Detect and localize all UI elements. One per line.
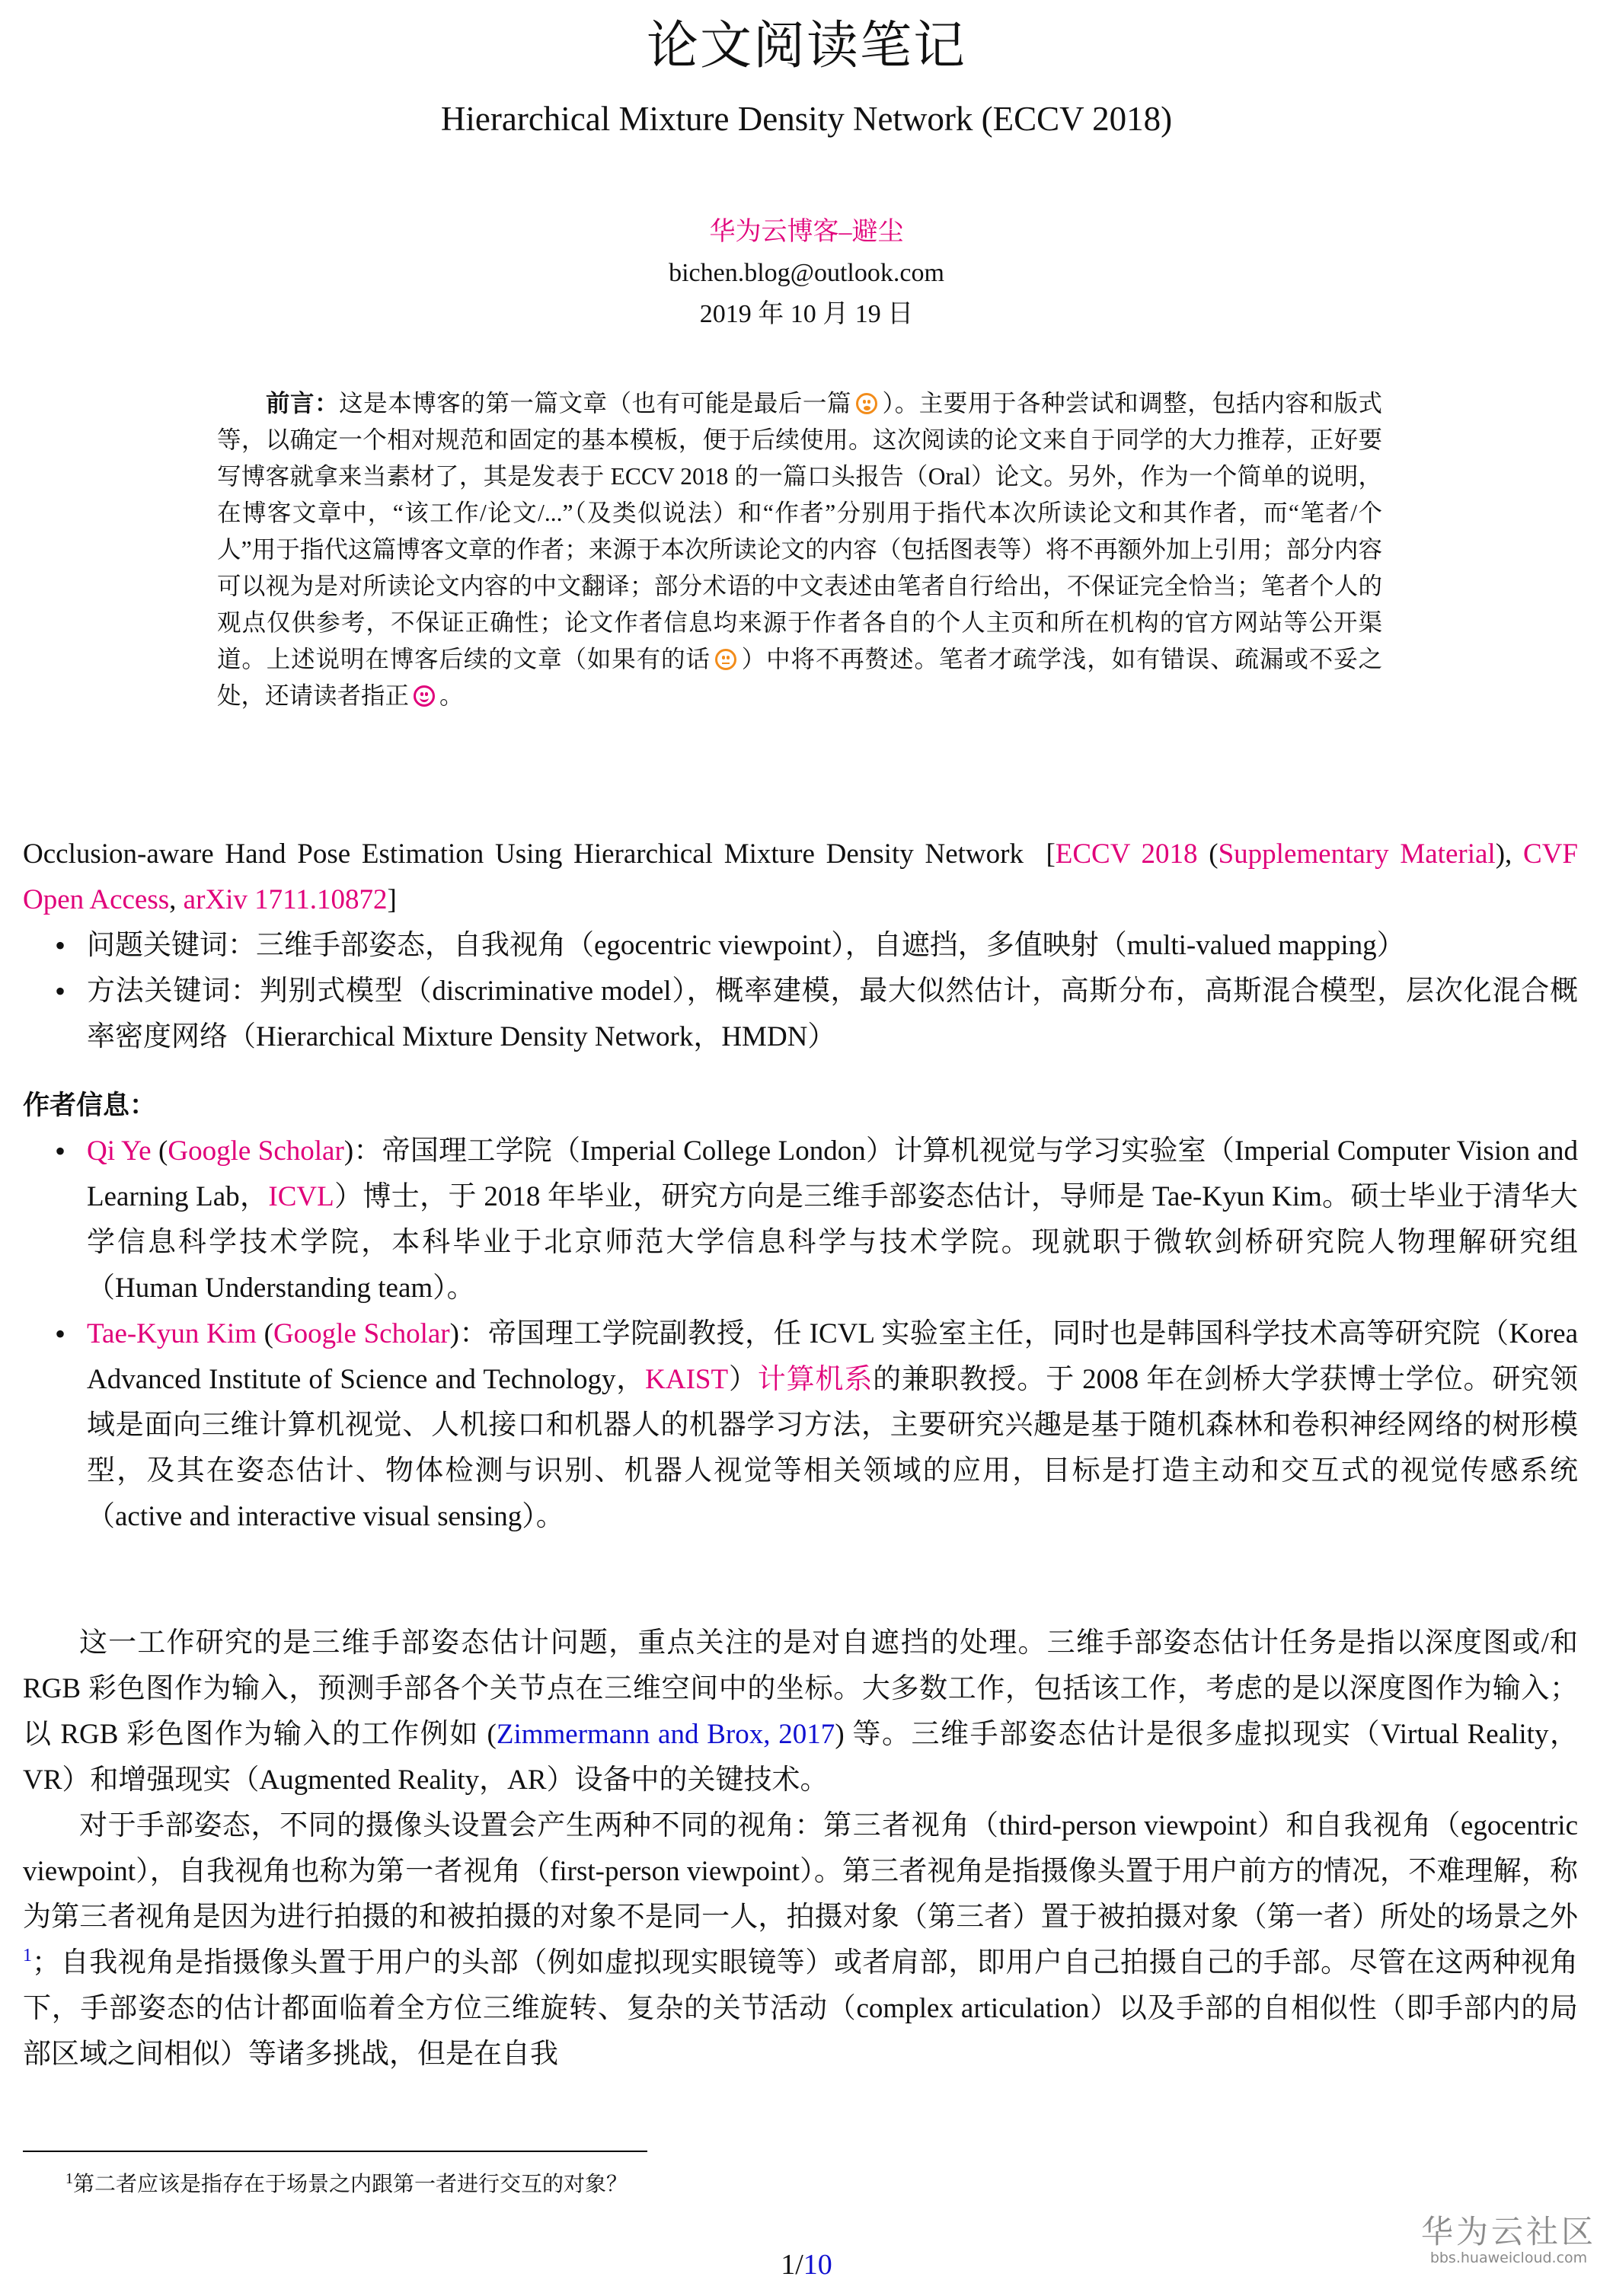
paragraph xyxy=(23,1803,1578,2077)
keyword-text: 判别式模型（discriminative model），概率建模，最大似然估计，高斯分布，高斯混合模型，层次化混合概率密度网络（Hierarchical Mixture Density Network，HMDN） xyxy=(87,976,1578,1052)
keyword-label: 问题关键词： xyxy=(87,930,256,961)
text: （first-person viewpoint）。第三者视角是指摄像头置于用户前方的情况，不难理解，称为第三者视角是因为进行拍摄的和被拍摄的对象不是同一人，拍摄对象（第三者）置于被拍摄对象（第一者）所处的场景之外 xyxy=(23,1856,1579,1933)
neutral-face-icon xyxy=(715,649,736,670)
list-item xyxy=(23,969,1578,1060)
text: 这一工作研究的是 xyxy=(79,1627,312,1659)
page-number xyxy=(0,2248,1613,2282)
author-list xyxy=(23,1129,1578,1540)
kaist-link[interactable]: KAIST xyxy=(645,1364,729,1395)
eccv-link[interactable]: ECCV 2018 xyxy=(1055,838,1198,870)
paper-title: Occlusion-aware Hand Pose Estimation Using Hierarchical Mixture Density Network xyxy=(23,838,1024,870)
text: （third-person viewpoint）和 xyxy=(970,1810,1315,1841)
author-name-link[interactable]: Tae-Kyun Kim xyxy=(87,1318,257,1349)
text: （egocentric viewpoint），自我视角也称为 xyxy=(23,1810,1579,1887)
list-item xyxy=(23,923,1578,969)
preface-text-2: ）。主要用于各种尝试和调整，包括内容和版式等，以确定一个相对规范和固定的基本模板，便于后续使用。这次阅读的论文来自于同学的大力推荐，正好要写博客就拿来当素材了，其是发表于 ECCV 2018 的一篇口头报告（Oral）论文。另外，作为一个简单的说明，在博客文章中，“该工作/论文/...”（及类似说法）和“作者”分别用于指代本次所读论文和其作者，而“笔者/个人”用于指代这篇博客文章的作者；来源于本次所读论文的内容（包括图表等）将不再额外加上引用；部分内容可以视为是对所读论文内容的中文翻译；部分术语的中文表述由笔者自行给出，不保证完全恰当；笔者个人的观点仅供参考，不保证正确性；论文作者信息均来源于作者各自的个人主页和所在机构的官方网站等公开渠道。上述说明在博客后续的文章（如果有的话 xyxy=(217,390,1382,672)
citation-link[interactable]: Zimmermann and Brox, 2017 xyxy=(496,1719,835,1750)
google-scholar-link[interactable]: Google Scholar xyxy=(273,1318,450,1349)
page-title: 论文阅读笔记 xyxy=(646,17,966,75)
list-item: • Qi Ye (Google Scholar)：帝国理工学院（Imperial College London）计算机视觉与学习实验室（Imperial Computer Vision and Learning Lab，ICVL）博士，于 2018 年毕业，研究方向是三维手部姿态估计，导师是 Tae-Kyun Kim。硕士毕业于清华大学信息科学技术学院，本科毕业于北京师范大学信息科学与技术学院。现就职于微软剑桥研究院人物理解研究组（Human Understanding team）。 xyxy=(23,1129,1578,1311)
paper-subtitle: Hierarchical Mixture Density Network (ECCV 2018) xyxy=(440,100,1173,138)
author-desc: ）博士，于 2018 年毕业，研究方向是三维手部姿态估计，导师是 Tae-Kyun Kim。硕士毕业于清华大学信息科学技术学院，本科毕业于北京师范大学信息科学与技术学院。现就职于微软剑桥研究院人物理解研究组（Human Understanding team）。 xyxy=(87,1181,1578,1304)
author-desc: ：帝国理工学院副教授，任 ICVL 实验室主任，同时也是韩国科学技术高等研究院（Korea Advanced Institute of Science and Technology， xyxy=(87,1318,1578,1395)
preface xyxy=(217,385,1382,714)
text: 的处理。三维手部姿态估计任务是指以深度图或/和 RGB 彩色图作为输入，预测手部各个关节点在三维空间中的坐标。大多数工作，包括该工作，考虑的是以深度图作为输入；以 RGB 彩色图作为输入的工作例如 ( xyxy=(23,1627,1579,1750)
emphasis: 自遮挡 xyxy=(841,1627,931,1659)
google-scholar-link[interactable]: Google Scholar xyxy=(168,1135,344,1167)
footnote xyxy=(65,2167,628,2198)
watermark xyxy=(1421,2215,1596,2266)
icvl-link[interactable]: ICVL xyxy=(268,1181,334,1212)
preface-label: 前言： xyxy=(266,390,340,417)
footnote-number: 1 xyxy=(65,2170,73,2187)
arxiv-link[interactable]: arXiv 1711.10872 xyxy=(183,884,388,915)
author-desc: ：帝国理工学院（Imperial College London）计算机视觉与学习实验室（Imperial Computer Vision and Learning Lab， xyxy=(87,1135,1578,1212)
emphasis: 三维手部姿态估计 xyxy=(311,1627,551,1659)
author-email: bichen.blog@outlook.com xyxy=(669,259,944,287)
author-desc: 的兼职教授。于 2008 年在剑桥大学获博士学位。研究领域是面向三维计算机视觉、人机接口和机器人的机器学习方法，主要研究兴趣是基于随机森林和卷积神经网络的树形模型，及其在姿态估计、物体检测与识别、机器人视觉等相关领域的应用，目标是打造主动和交互式的视觉传感系统（active and interactive visual sensing）。 xyxy=(87,1364,1579,1532)
page-total-link[interactable]: 10 xyxy=(803,2249,832,2281)
emphasis: 第三者视角 xyxy=(823,1810,971,1841)
text: 对于手部姿态，不同的摄像头设置会产生两种不同的视角： xyxy=(79,1810,824,1841)
preface-text-1: 这是本博客的第一篇文章（也有可能是最后一篇 xyxy=(339,390,851,417)
preface-text-3: ）中将不再赘述。笔者才疏学浅，如有错误、疏漏或不妥之处，还请读者指正 xyxy=(217,646,1382,709)
footnote-marker-link[interactable]: 1 xyxy=(23,1946,32,1965)
footnote-text: 第二者应该是指存在于场景之内跟第一者进行交互的对象？ xyxy=(73,2173,628,2196)
cvf-open-access-link[interactable]: CVF Open Access xyxy=(23,838,1578,915)
text: 问题，重点关注的是对 xyxy=(550,1627,842,1659)
page-current: 1 xyxy=(781,2249,796,2281)
author-name-link[interactable]: Qi Ye xyxy=(87,1135,152,1167)
watermark-brand: 华为云社区 xyxy=(1421,2213,1597,2250)
surprised-face-icon xyxy=(856,393,877,414)
author-block xyxy=(0,212,1613,335)
footnote-divider xyxy=(23,2151,647,2152)
page-separator: / xyxy=(795,2249,803,2281)
blog-name-link[interactable]: 华为云博客–避尘 xyxy=(709,218,904,246)
smiley-face-icon xyxy=(414,685,435,707)
preface-text-4: 。 xyxy=(439,682,464,709)
supplementary-link[interactable]: Supplementary Material xyxy=(1218,838,1496,870)
emphasis: 自我视角 xyxy=(1314,1810,1433,1841)
cs-department-link[interactable]: 计算机系 xyxy=(757,1364,874,1395)
list-item: • Tae-Kyun Kim (Google Scholar)：帝国理工学院副教授，任 ICVL 实验室主任，同时也是韩国科学技术高等研究院（Korea Advanced Institute of Science and Technology，KAIST）计算机系的兼职教授。于 2008 年在剑桥大学获博士学位。研究领域是面向三维计算机视觉、人机接口和机器人的机器学习方法，主要研究兴趣是基于随机森林和卷积神经网络的树形模型，及其在姿态估计、物体检测与识别、机器人视觉等相关领域的应用，目标是打造主动和交互式的视觉传感系统（active and interactive visual sensing）。 xyxy=(23,1311,1578,1540)
body-text xyxy=(23,1621,1578,2077)
keyword-label: 方法关键词： xyxy=(87,976,260,1007)
emphasis: 第一者视角 xyxy=(376,1856,522,1887)
author-desc: ） xyxy=(728,1364,758,1395)
text: ) 等。三维手部姿态估计是很多虚拟现实（Virtual Reality，VR）和增强现实（Augmented Reality，AR）设备中的关键技术。 xyxy=(23,1719,1579,1796)
keyword-text: 三维手部姿态，自我视角（egocentric viewpoint），自遮挡，多值映射（multi-valued mapping） xyxy=(256,930,1405,961)
paper-reference: Occlusion-aware Hand Pose Estimation Using Hierarchical Mixture Density Network [ECCV 2018 (Supplementary Material), CVF Open Access, arXiv 1711.10872] xyxy=(23,838,1578,915)
keyword-list xyxy=(23,923,1578,1060)
watermark-url: bbs.huaweicloud.com xyxy=(1429,2250,1588,2266)
text: ；自我视角是指摄像头置于用户的头部（例如虚拟现实眼镜等）或者肩部，即用户自己拍摄自己的手部。尽管在这两种视角下，手部姿态的估计都面临着全方位三维旋转、复杂的关节活动（complex articulation）以及手部的自相似性（即手部内的局部区域之间相似）等诸多挑战，但是在自我 xyxy=(23,1947,1578,2070)
publish-date: 2019 年 10 月 19 日 xyxy=(699,300,914,328)
paragraph xyxy=(23,1621,1578,1803)
section-heading-authors: 作者信息： xyxy=(23,1091,157,1121)
